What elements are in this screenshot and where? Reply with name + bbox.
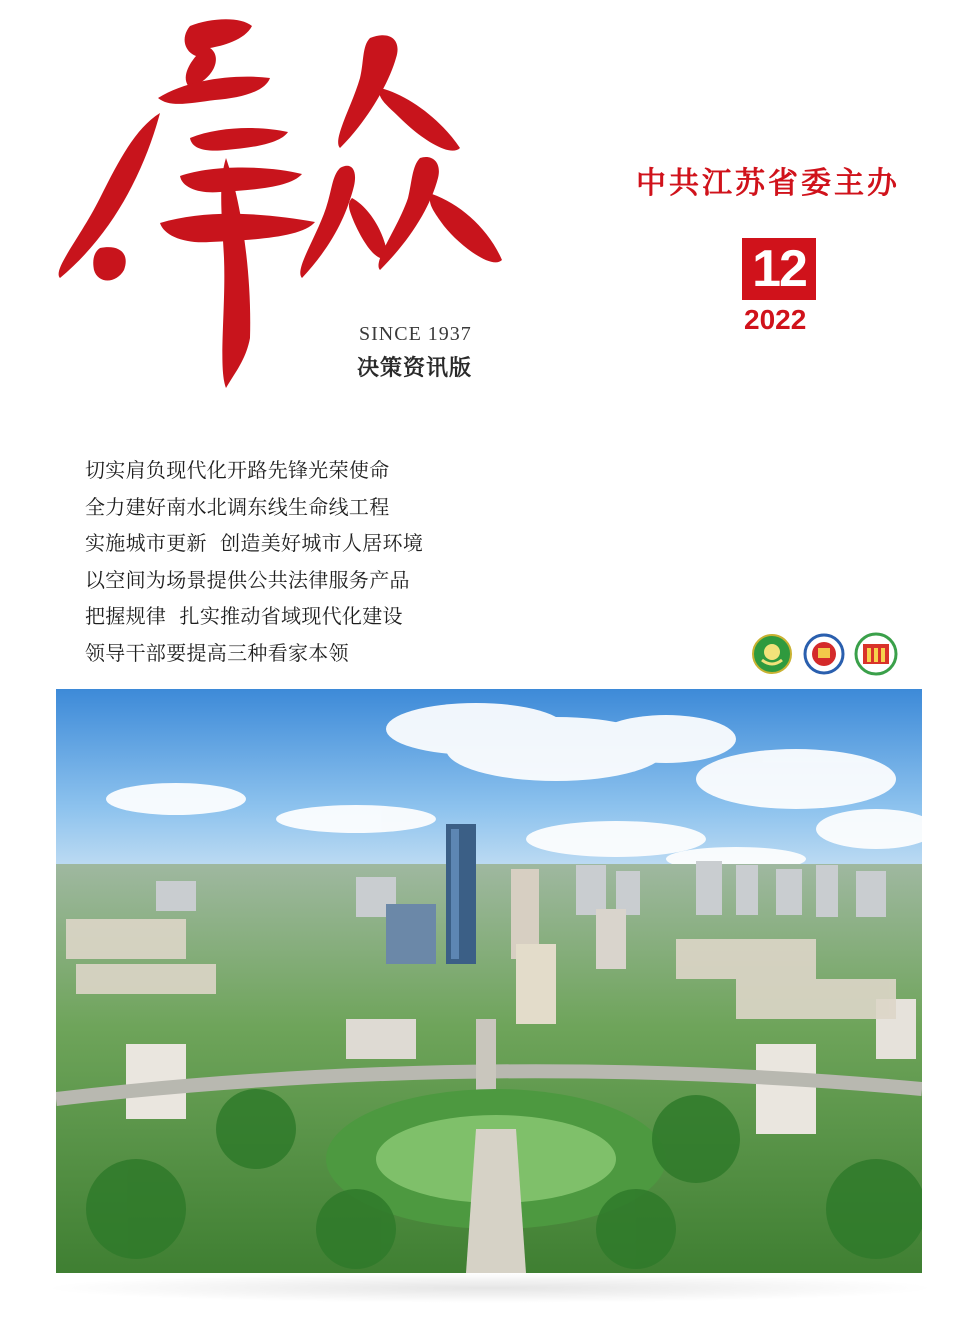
library-emblem-icon <box>856 634 896 674</box>
green-emblem-icon <box>753 635 791 673</box>
cover-photo <box>56 689 922 1273</box>
sponsor-text: 中共江苏省委主办 <box>636 166 900 201</box>
emblem-group <box>750 630 910 678</box>
since-year: SINCE 1937 <box>359 323 472 345</box>
headline-list <box>85 455 423 674</box>
issue-number: 12 <box>742 238 816 300</box>
issue-year: 2022 <box>744 304 807 335</box>
headline-item[interactable]: 领导干部要提高三种看家本领 <box>85 640 349 665</box>
headline-item[interactable]: 实施城市更新 创造美好城市人居环境 <box>85 531 424 555</box>
photo-shadow <box>40 1273 940 1303</box>
headline-item[interactable]: 全力建好南水北调东线生命线工程 <box>85 494 390 519</box>
red-seal-emblem-icon <box>805 635 843 673</box>
edition-label: 决策资讯版 <box>357 356 473 381</box>
headline-item[interactable]: 切实肩负现代化开路先锋光荣使命 <box>85 458 390 482</box>
headline-item[interactable]: 以空间为场景提供公共法律服务产品 <box>85 567 410 592</box>
headline-item[interactable]: 把握规律 扎实推动省域现代化建设 <box>85 604 403 628</box>
